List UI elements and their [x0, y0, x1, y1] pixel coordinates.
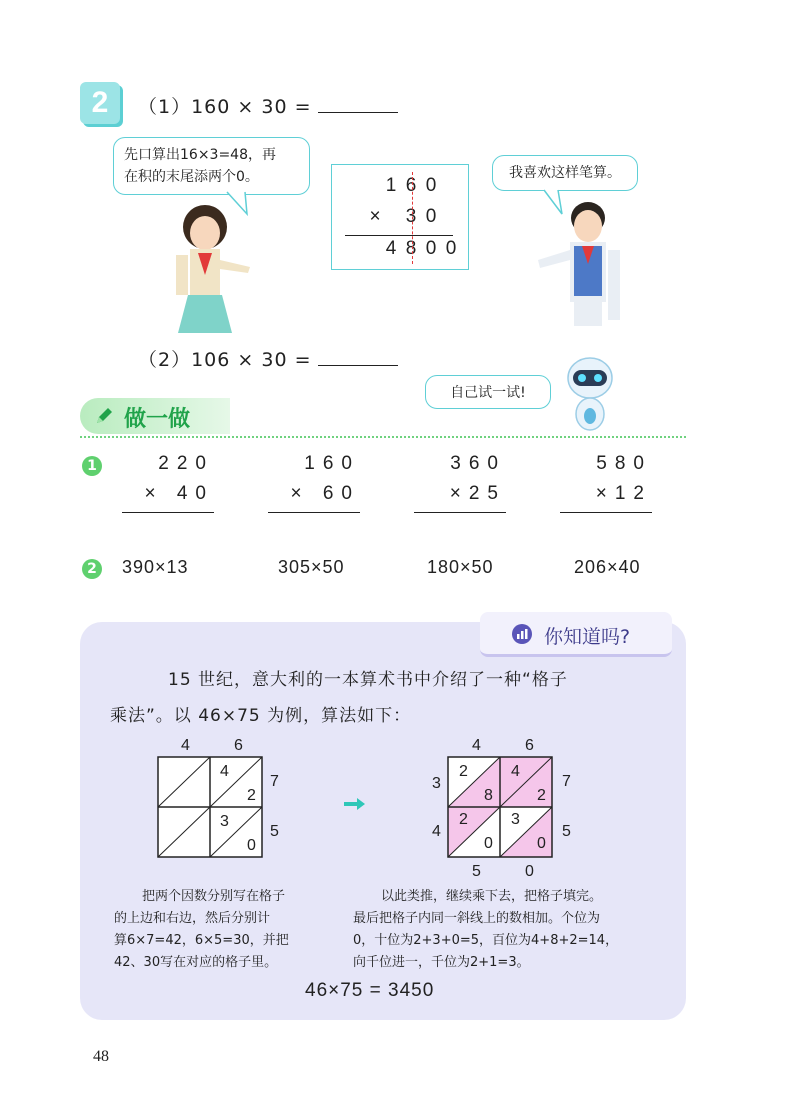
- calc-row-1: [371, 175, 461, 197]
- calc-digit: 0: [425, 238, 437, 259]
- grid2-cell-digit: 0: [484, 835, 493, 852]
- calc-digit: 1: [385, 175, 397, 196]
- page-number: 48: [93, 1048, 109, 1065]
- vm-3-top: 360: [450, 453, 506, 474]
- intro-paragraph-line-2: 乘法”。以 46×75 为例，算法如下：: [110, 706, 412, 726]
- grid2-bottom-digit: 0: [525, 863, 534, 880]
- girl-speech-line-2: 在积的末尾添两个0。: [124, 169, 259, 185]
- grid2-cell-digit: 2: [537, 787, 546, 804]
- expression-4: 206×40: [574, 557, 641, 577]
- grid1-right-digit: 7: [270, 773, 279, 790]
- note-right-line: 向千位进一，千位为2+1=3。: [353, 955, 530, 970]
- vm-2-bottom: × 60: [290, 483, 360, 504]
- robot-speech-bubble: [425, 375, 551, 409]
- calc-digit: 4: [385, 238, 397, 259]
- note-right-line: 以此类推，继续乘下去，把格子填完。: [381, 889, 603, 904]
- girl-speech-line-1: 先口算出16×3=48，再: [124, 147, 276, 163]
- question-1: [138, 92, 398, 119]
- note-left: [114, 886, 334, 974]
- grid1-cell-digit: 3: [220, 813, 229, 830]
- note-left-line: 的上边和右边，然后分别计: [114, 911, 271, 926]
- note-right-line: 0，十位为2+3+0=5，百位为4+8+2=14，: [353, 933, 619, 948]
- calc-digit: 0: [445, 238, 457, 259]
- boy-illustration: [528, 198, 643, 333]
- grid1-cell-digit: 0: [247, 837, 256, 854]
- lattice-result: 46×75 = 3450: [305, 980, 435, 1001]
- grid1-right-digit: 5: [270, 823, 279, 840]
- grid2-left-digit: 4: [432, 823, 441, 840]
- boy-speech-bubble: [492, 155, 638, 191]
- problem-number: 2: [91, 86, 109, 119]
- expression-1: 390×13: [122, 557, 189, 577]
- grid2-right-digit: 7: [562, 773, 571, 790]
- vm-1-top: 220: [158, 453, 214, 474]
- intro-paragraph-line-1: 15 世纪，意大利的一本算术书中介绍了一种“格子: [168, 670, 568, 690]
- practice-item-2-number: [82, 559, 102, 579]
- question-2: [138, 345, 398, 372]
- calc-rule: [345, 235, 453, 236]
- vm-4-top: 580: [596, 453, 652, 474]
- vm-3-rule: [414, 512, 506, 513]
- calc-digit: 0: [425, 206, 437, 227]
- note-right: [353, 886, 673, 974]
- vm-2-rule: [268, 512, 360, 513]
- grid1-top-digit: 6: [234, 737, 243, 754]
- practice-item-1-number-text: 1: [87, 458, 97, 474]
- grid1-cell-digit: 2: [247, 787, 256, 804]
- grid2-cell-digit: 3: [511, 811, 520, 828]
- girl-illustration: [160, 205, 260, 335]
- vm-3-bottom: ×25: [449, 483, 506, 504]
- expression-3: 180×50: [427, 557, 494, 577]
- vm-4-bottom: ×12: [595, 483, 652, 504]
- calc-digit: 3: [405, 206, 417, 227]
- did-you-know-title: 你知道吗?: [544, 626, 631, 648]
- lattice-grid-2: [440, 735, 570, 865]
- practice-dotted-line: [80, 436, 686, 438]
- note-left-line: 算6×7=42，6×5=30，并把: [114, 933, 289, 948]
- question-2-text: （2）106 × 30 =: [138, 349, 312, 371]
- grid2-top-digit: 4: [472, 737, 481, 754]
- girl-speech-bubble: [113, 137, 310, 195]
- lattice-grid-1: [150, 735, 300, 865]
- calc-red-dashed-line: [412, 172, 413, 264]
- problem-number-badge: [80, 82, 120, 124]
- grid2-bottom-digit: 5: [472, 863, 481, 880]
- calc-times: ×: [369, 206, 381, 227]
- note-left-line: 42、30写在对应的格子里。: [114, 955, 278, 970]
- answer-blank-1[interactable]: [318, 94, 398, 113]
- robot-speech-text: 自己试一试!: [450, 385, 526, 401]
- calc-row-2: [345, 206, 461, 228]
- practice-item-2-number-text: 2: [87, 561, 97, 577]
- vm-4-rule: [560, 512, 652, 513]
- grid2-right-digit: 5: [562, 823, 571, 840]
- calc-digit: 8: [405, 238, 417, 259]
- practice-item-1-number: [82, 456, 102, 476]
- practice-title: 做一做: [124, 407, 191, 432]
- arrow-right-icon: [343, 796, 367, 816]
- grid2-cell-digit: 8: [484, 787, 493, 804]
- grid1-top-digit: 4: [181, 737, 190, 754]
- calc-result: [371, 238, 461, 260]
- answer-blank-2[interactable]: [318, 347, 398, 366]
- grid2-top-digit: 6: [525, 737, 534, 754]
- vm-1-rule: [122, 512, 214, 513]
- grid2-cell-digit: 4: [511, 763, 520, 780]
- question-1-text: （1）160 × 30 =: [138, 96, 312, 118]
- pencil-icon: [94, 406, 114, 426]
- robot-illustration: [560, 356, 620, 436]
- vm-1-bottom: × 40: [144, 483, 214, 504]
- boy-speech-text: 我喜欢这样笔算。: [509, 165, 621, 181]
- grid2-cell-digit: 2: [459, 811, 468, 828]
- grid2-left-digit: 3: [432, 775, 441, 792]
- grid2-cell-digit: 0: [537, 835, 546, 852]
- grid2-cell-digit: 2: [459, 763, 468, 780]
- calc-digit: 0: [425, 175, 437, 196]
- calc-digit: 6: [405, 175, 417, 196]
- grid1-cell-digit: 4: [220, 763, 229, 780]
- expression-2: 305×50: [278, 557, 345, 577]
- chart-bars-icon: [512, 624, 532, 644]
- note-right-line: 最后把格子内同一斜线上的数相加。个位为: [353, 911, 601, 926]
- vm-2-top: 160: [304, 453, 360, 474]
- note-left-line: 把两个因数分别写在格子: [142, 889, 286, 904]
